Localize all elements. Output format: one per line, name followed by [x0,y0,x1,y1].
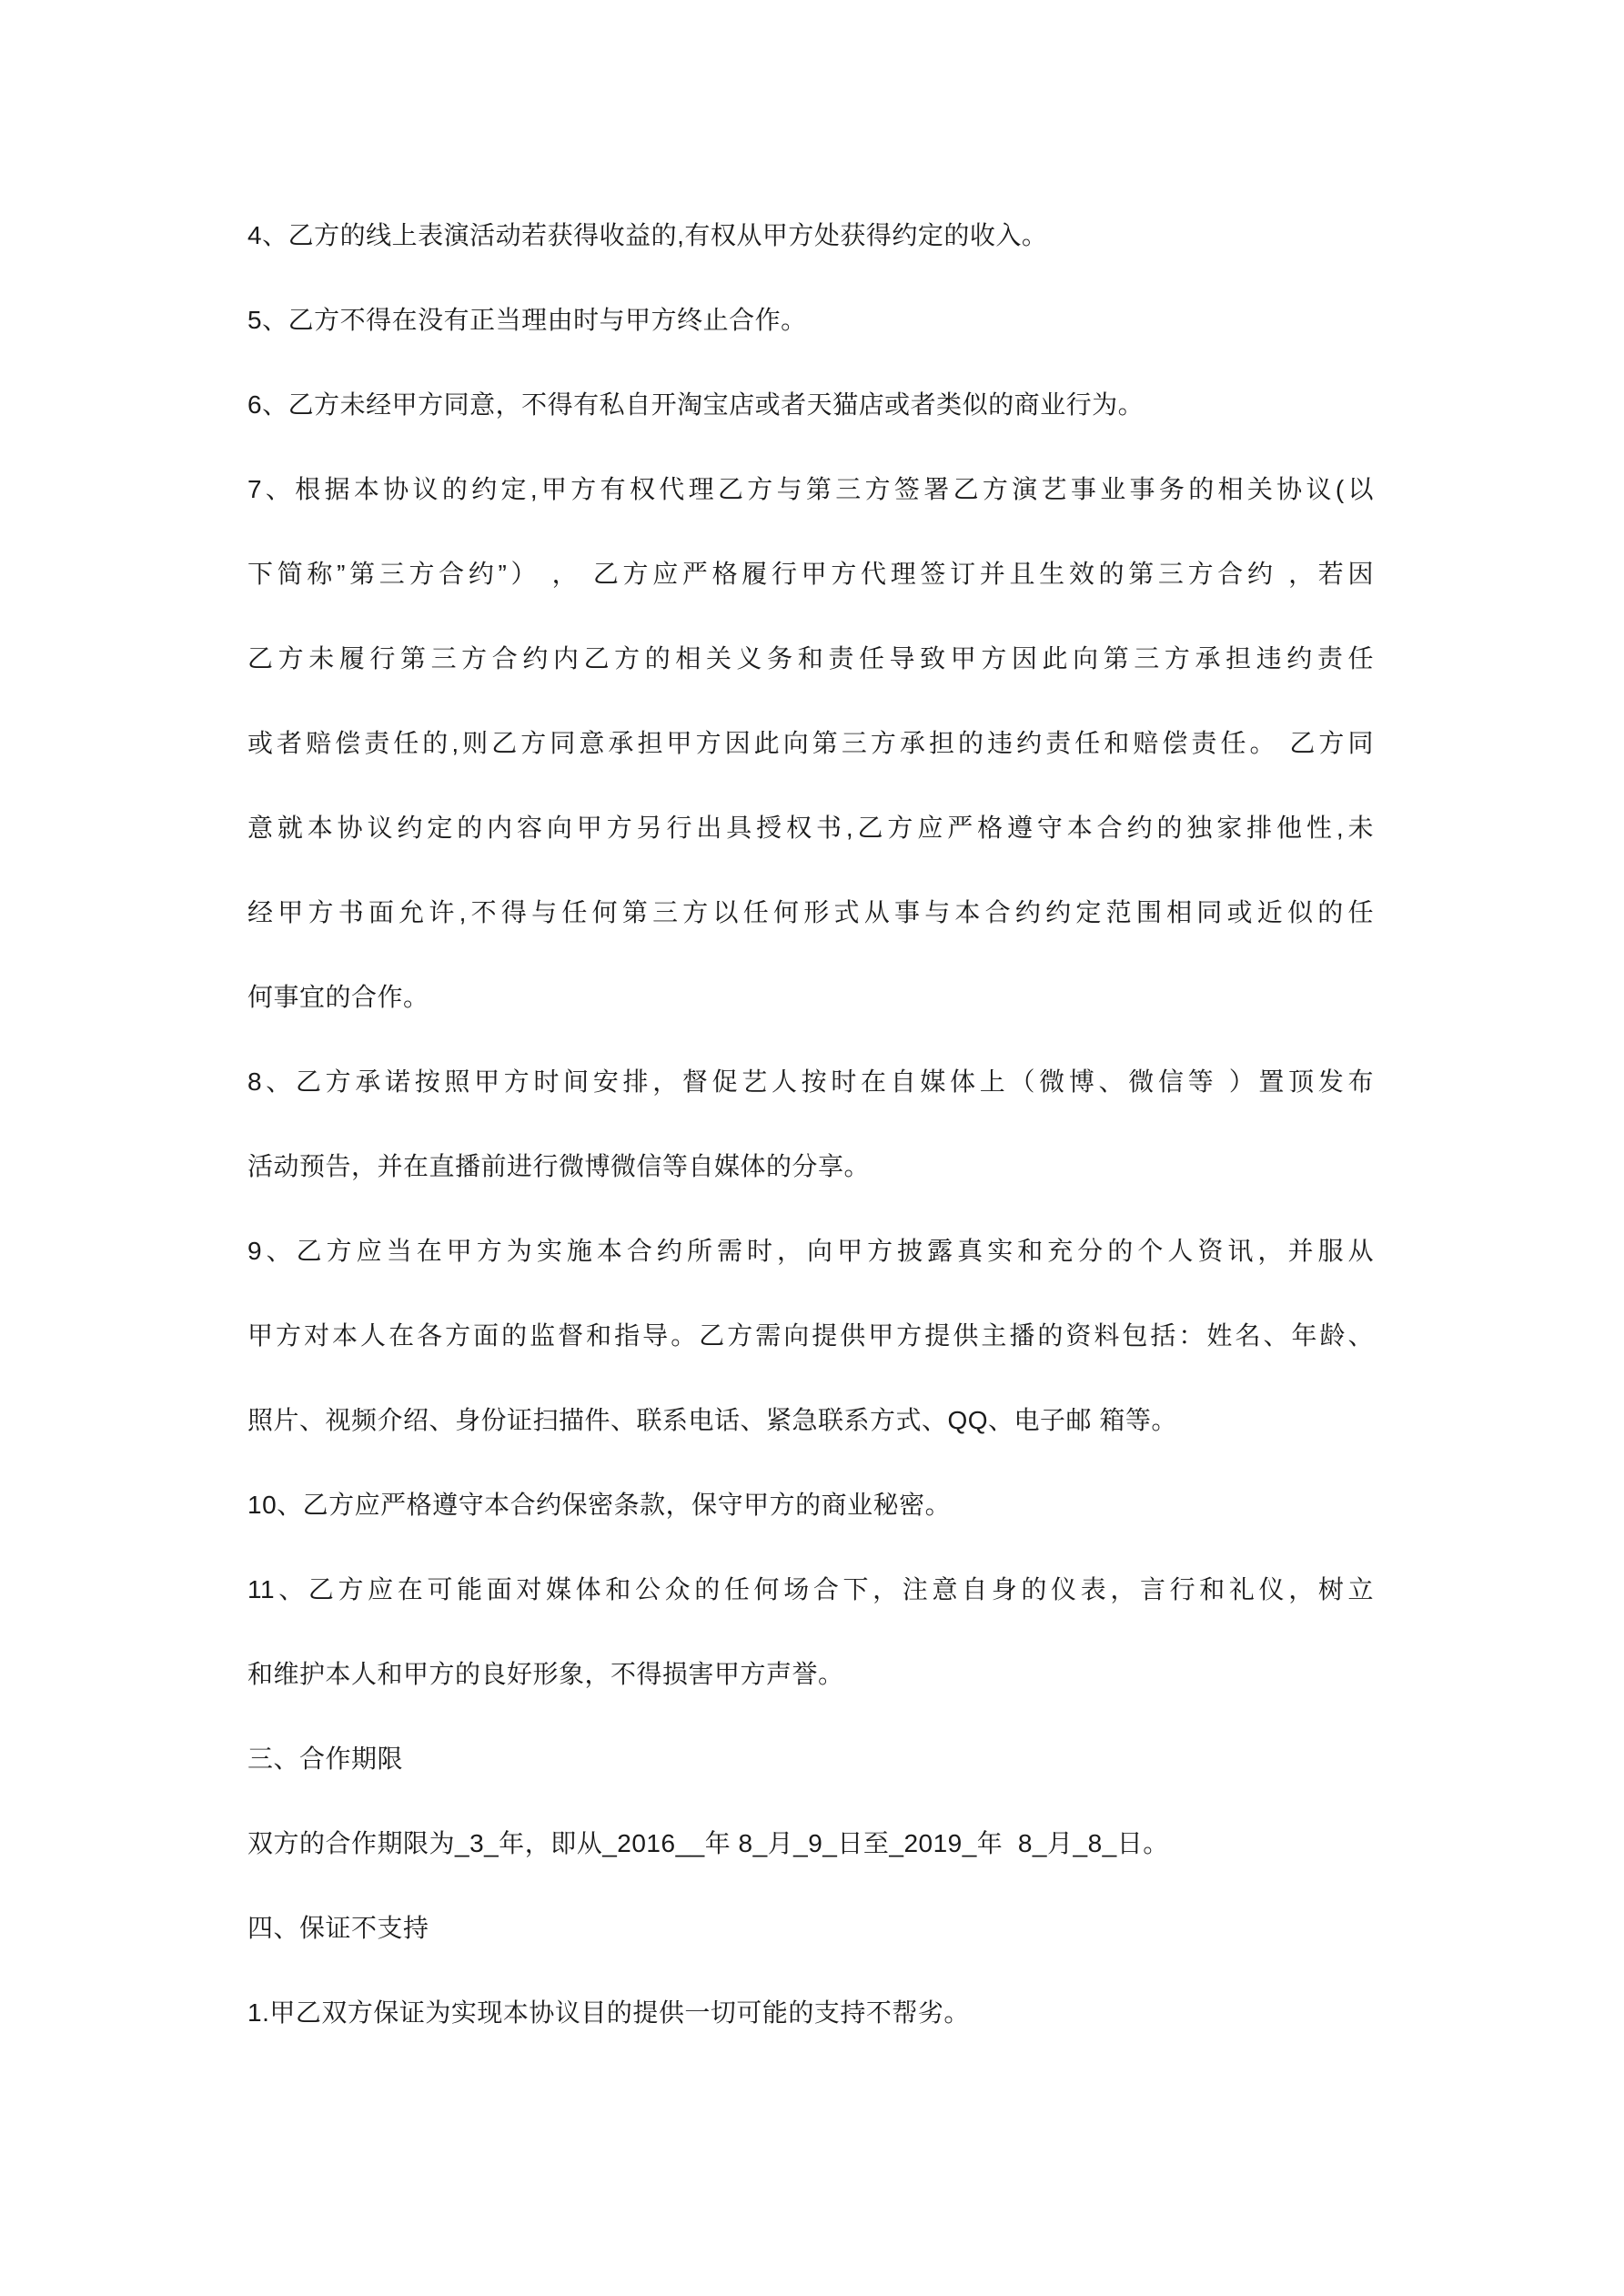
clause-9-line-1: 9、乙方应当在甲方为实施本合约所需时，向甲方披露真实和充分的个人资讯，并服从 [247,1237,1374,1265]
clause-7-line-7: 何事宜的合作。 [247,983,429,1011]
section-4-heading: 四、保证不支持 [247,1914,429,1942]
clause-10-line: 10、乙方应严格遵守本合约保密条款，保守甲方的商业秘密。 [247,1491,952,1519]
clause-7-line-2: 下简称”第三方合约”） ， 乙方应严格履行甲方代理签订并且生效的第三方合约 ，若因 [247,560,1374,588]
section-3-term-line: 双方的合作期限为_3_年，即从_2016__年 8_月_9_日至_2019_年 8_月_8_日。 [247,1829,1169,1857]
clause-7-line-1: 7、根据本协议的约定,甲方有权代理乙方与第三方签署乙方演艺事业事务的相关协议(以 [247,475,1374,503]
clause-11-line-2: 和维护本人和甲方的良好形象，不得损害甲方声誉。 [247,1660,844,1688]
clause-7-line-5: 意就本协议约定的内容向甲方另行出具授权书,乙方应严格遵守本合约的独家排他性,未 [247,814,1374,842]
clause-7-line-3: 乙方未履行第三方合约内乙方的相关义务和责任导致甲方因此向第三方承担违约责任 [247,644,1374,673]
clause-11-line-1: 11、乙方应在可能面对媒体和公众的任何场合下，注意自身的仪表，言行和礼仪，树立 [247,1575,1374,1603]
document-body [247,193,1374,2055]
clause-6-line: 6、乙方未经甲方同意，不得有私自开淘宝店或者天猫店或者类似的商业行为。 [247,390,1145,419]
clause-8-line-2: 活动预告，并在直播前进行微博微信等自媒体的分享。 [247,1152,871,1180]
section-3-heading: 三、合作期限 [247,1745,404,1773]
section-4-clause-1-line: 1.甲乙双方保证为实现本协议目的提供一切可能的支持不帮劣。 [247,1998,970,2027]
clause-7-line-4: 或者赔偿责任的,则乙方同意承担甲方因此向第三方承担的违约责任和赔偿责任。 乙方同 [247,729,1374,757]
clause-8-line-1: 8、乙方承诺按照甲方时间安排，督促艺人按时在自媒体上（微博、微信等 ）置顶发布 [247,1067,1374,1096]
clause-9-line-2: 甲方对本人在各方面的监督和指导。乙方需向提供甲方提供主播的资料包括：姓名、年龄、 [247,1321,1374,1350]
clause-4-line: 4、乙方的线上表演活动若获得收益的,有权从甲方处获得约定的收入。 [247,221,1048,249]
clause-9-line-3: 照片、视频介绍、身份证扫描件、联系电话、紧急联系方式、QQ、电子邮 箱等。 [247,1406,1177,1434]
clause-5-line: 5、乙方不得在没有正当理由时与甲方终止合作。 [247,306,807,334]
clause-7-line-6: 经甲方书面允许,不得与任何第三方以任何形式从事与本合约约定范围相同或近似的任 [247,898,1374,926]
